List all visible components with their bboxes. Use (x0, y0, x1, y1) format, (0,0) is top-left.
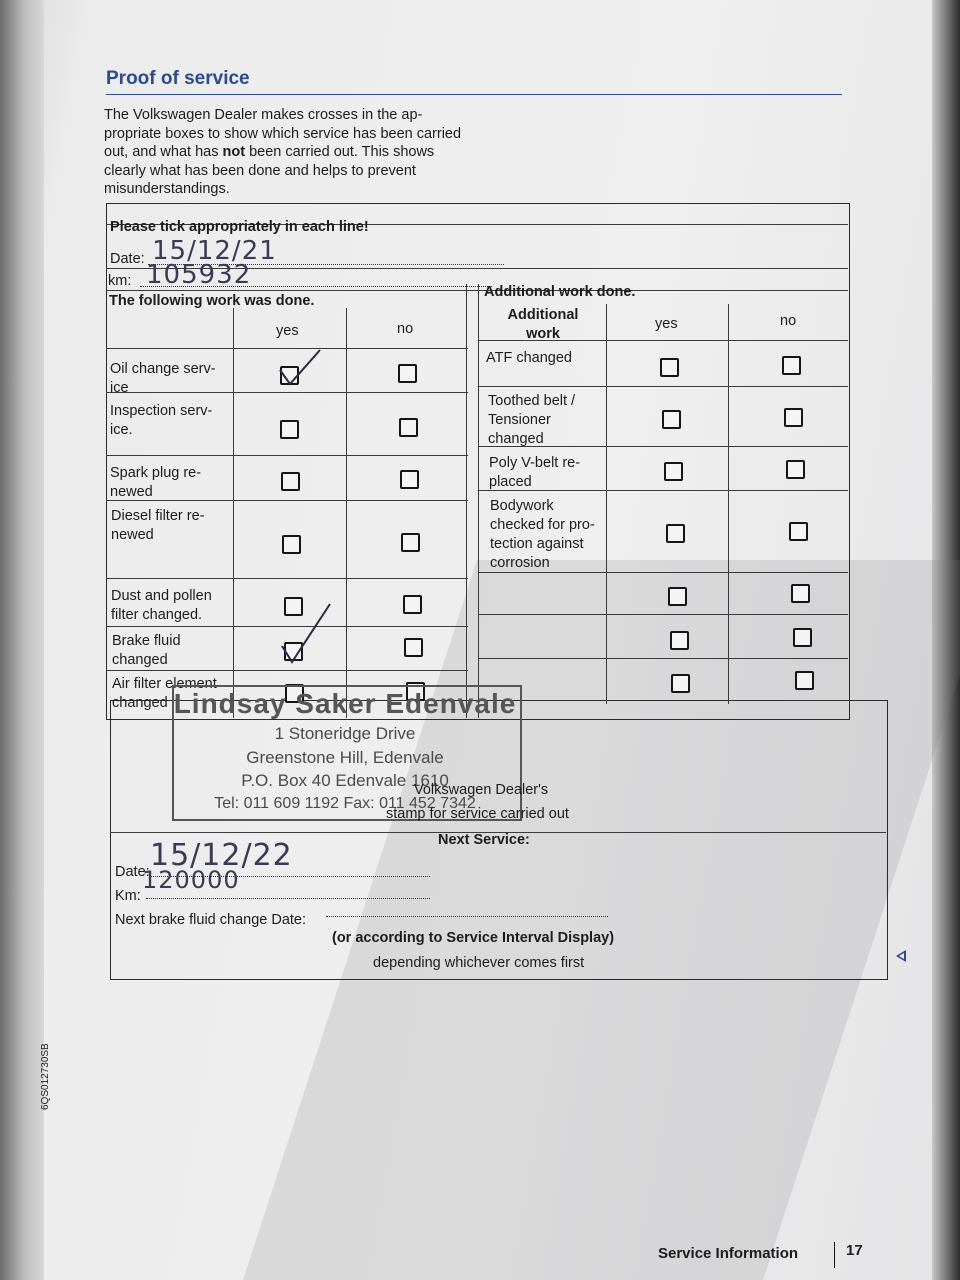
next-km-label: Km: (115, 888, 141, 904)
instruction-text: Please tick appropriately in each line! (110, 219, 369, 235)
additional-work-header: Additional work (507, 307, 579, 342)
row-diesel-filter: Diesel filter re-newed (111, 508, 205, 543)
next-service-heading: Next Service: (438, 832, 530, 848)
stamp-tel: Tel: 011 609 1192 Fax: 011 452 7342 (214, 795, 476, 812)
right-section-header: Additional work done. (484, 284, 636, 300)
next-km-handwritten: 120000 (142, 866, 240, 894)
stamp-address-2: Greenstone Hill, Edenvale (246, 748, 444, 767)
footer-section: Service Information (658, 1245, 799, 1262)
col-no-right: no (780, 313, 797, 329)
row-atf: ATF changed (486, 350, 572, 366)
service-date-handwritten: 15/12/21 (152, 236, 277, 266)
row-dust-pollen: Dust and pollen filter changed. (111, 588, 212, 623)
stamp-pobox: P.O. Box 40 Edenvale 1610 (241, 771, 449, 790)
row-spark-plug: Spark plug re-newed (110, 465, 202, 500)
part-number: 6QS012730SB (40, 1043, 51, 1110)
km-handwritten: 105932 (146, 260, 252, 290)
intro-paragraph: The Volkswagen Dealer makes crosses in the ap-propriate boxes to show which service has been carried out, and what has not been carried out. This shows clearly what has been done and helps to prevent misunderstandings. (104, 107, 462, 197)
next-date-handwritten: 15/12/22 (150, 838, 293, 873)
interval-note: depending whichever comes first (373, 955, 585, 971)
stamp-address-1: 1 Stoneridge Drive (274, 724, 416, 743)
row-toothed-belt: Toothed belt / Tensioner changed (488, 393, 576, 447)
page-title: Proof of service (106, 68, 250, 89)
interval-note-bold: (or according to Service Interval Display) (332, 930, 615, 946)
col-no-left: no (397, 321, 414, 337)
row-bodywork: Bodywork checked for pro-tection against corrosion (490, 498, 595, 571)
page-number: 17 (846, 1242, 863, 1259)
col-yes-right: yes (655, 316, 678, 332)
km-label: km: (108, 273, 132, 289)
stamp-dealer-name: Lindsay Saker Edenvale (173, 688, 517, 719)
date-label: Date: (110, 251, 145, 267)
stamp-caption-1: Volkswagen Dealer's (414, 782, 549, 798)
brake-change-label: Next brake fluid change Date: (115, 912, 307, 928)
brake-yes-tick-icon (282, 604, 330, 662)
oil-yes-tick-icon (280, 350, 320, 384)
col-yes-left: yes (276, 323, 299, 339)
next-date-label: Date: (115, 864, 150, 880)
row-poly-vbelt: Poly V-belt re-placed (489, 455, 581, 490)
row-inspection: Inspection serv-ice. (110, 403, 213, 438)
left-section-header: The following work was done. (109, 293, 315, 309)
row-air-filter: Air filter element changed (112, 676, 217, 711)
row-oil-change: Oil change serv-ice (110, 361, 216, 396)
stamp-caption-2: stamp for service carried out (386, 806, 569, 822)
footer-divider (834, 1242, 835, 1268)
row-brake-fluid: Brake fluid changed (112, 633, 181, 668)
